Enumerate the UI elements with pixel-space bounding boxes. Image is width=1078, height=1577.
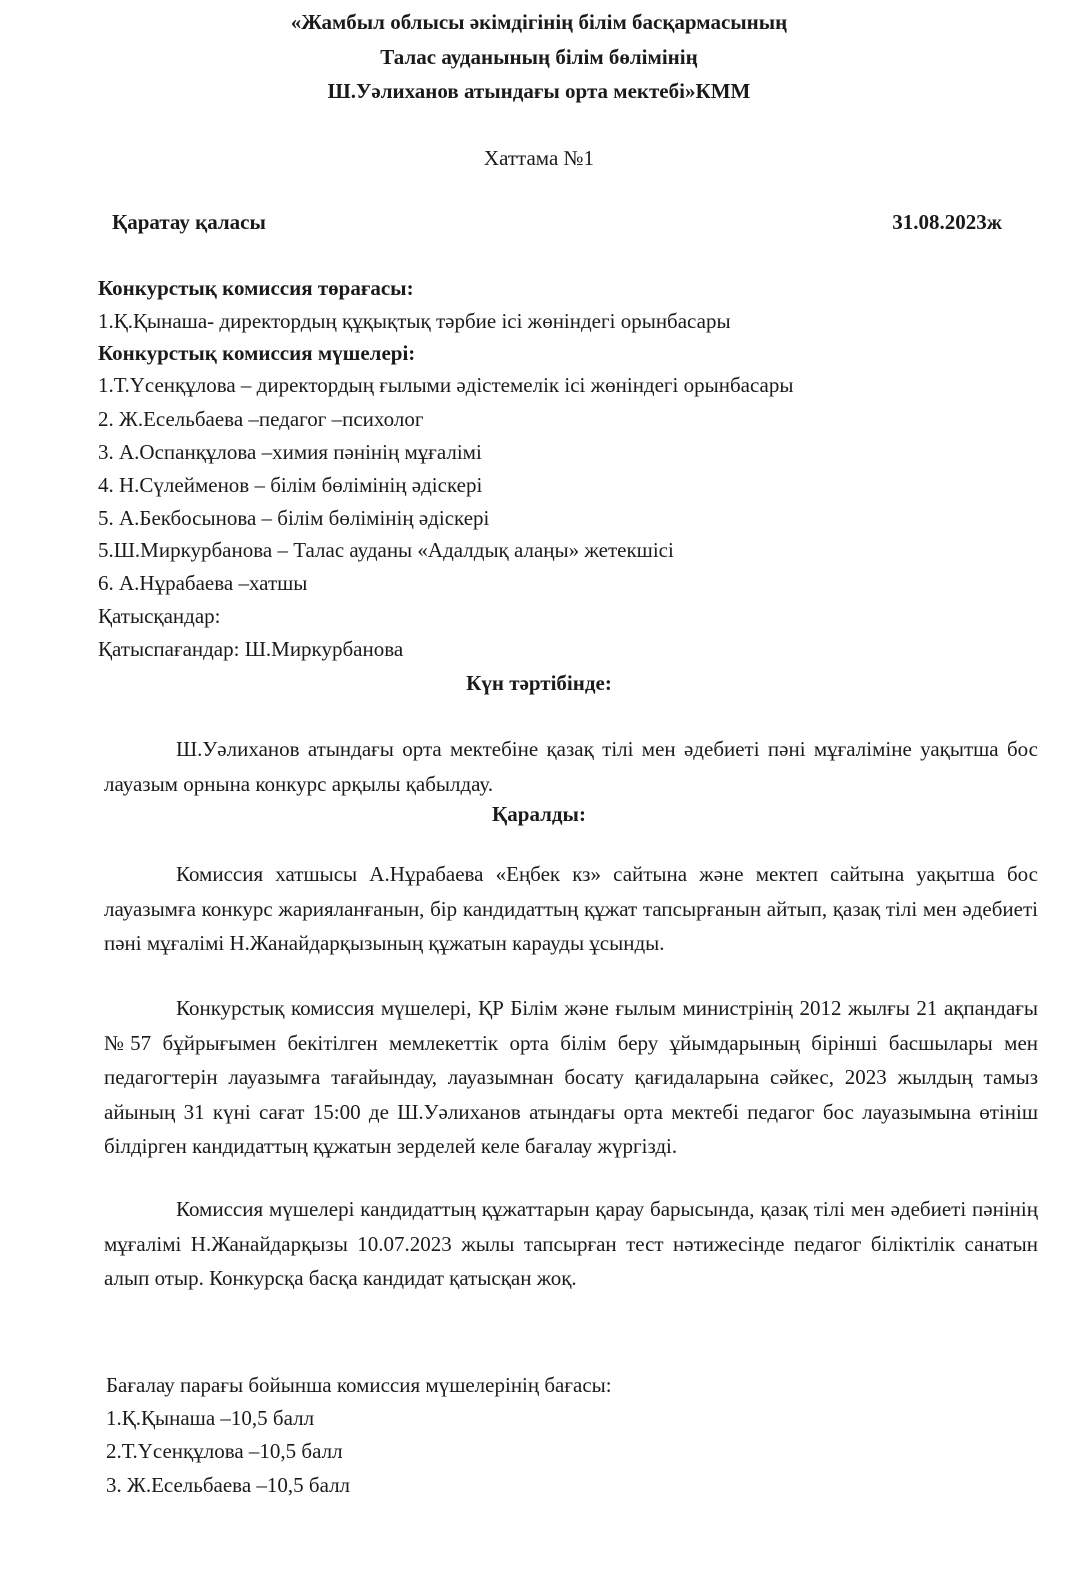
evaluation-item: 2.Т.Үсенқұлова –10,5 балл	[106, 1439, 343, 1463]
evaluation-item: 3. Ж.Есельбаева –10,5 балл	[106, 1473, 351, 1497]
chair-item: 1.Қ.Қынаша- директордың құқықтық тәрбие ісі жөніндегі орынбасары	[98, 309, 731, 333]
member-item: 4. Н.Сүлейменов – білім бөлімінің әдіскері	[98, 473, 483, 497]
attended: Қатысқандар:	[98, 604, 221, 628]
members-heading: Конкурстық комиссия мүшелері:	[98, 341, 416, 365]
considered-paragraph-1	[104, 857, 1038, 961]
member-item: 2. Ж.Есельбаева –педагог –психолог	[98, 407, 424, 431]
agenda-heading: Күн тәртібінде:	[466, 671, 612, 695]
agenda-text-content: Ш.Уәлиханов атындағы орта мектебіне қазақ тілі мен әдебиеті пәні мұғаліміне уақытша бос лауазым орнына конкурс арқылы қабылдау.	[104, 737, 1038, 796]
paragraph-text: Конкурстық комиссия мүшелері, ҚР Білім және ғылым министрінің 2012 жылғы 21 ақпандағы №57 бұйрығымен бекітілген мемлекеттік орта білім беру ұйымдарының бірінші басшылары мен педагогтерін лауазымға тағайындау, лауазымнан босату қағидаларына сәйкес, 2023 жылдың тамыз айының 31 күні сағат 15:00 де Ш.Уәлиханов атындағы орта мектебі педагог бос лауазымына өтініш білдірген кандидаттың құжатын зерделей келе бағалау жүргізді.	[104, 996, 1038, 1158]
considered-paragraph-3	[104, 1192, 1038, 1296]
paragraph-text: Комиссия хатшысы А.Нұрабаева «Еңбек кз» сайтына және мектеп сайтына уақытша бос лауазымға конкурс жарияланғанын, бір кандидаттың құжат тапсырғанын айтып, қазақ тілі мен әдебиеті пәні мұғалімі Н.Жанайдарқызының құжатын карауды ұсынды.	[104, 862, 1038, 955]
protocol-title: Хаттама №1	[483, 146, 595, 170]
evaluation-item: 1.Қ.Қынаша –10,5 балл	[106, 1406, 315, 1430]
header-line-2: Талас ауданының білім бөлімінің	[380, 45, 698, 69]
absent: Қатыспағандар: Ш.Миркурбанова	[98, 637, 404, 661]
considered-paragraph-2	[104, 991, 1038, 1164]
place: Қаратау қаласы	[112, 210, 266, 234]
agenda-text	[104, 732, 1038, 801]
member-item: 3. А.Оспанқұлова –химия пәнінің мұғалімі	[98, 440, 482, 464]
member-item: 6. А.Нұрабаева –хатшы	[98, 571, 308, 595]
header-line-3: Ш.Уәлиханов атындағы орта мектебі»КММ	[327, 79, 751, 103]
member-item: 5. А.Бекбосынова – білім бөлімінің әдіскері	[98, 506, 490, 530]
member-item: 5.Ш.Миркурбанова – Талас ауданы «Адалдық алаңы» жетекшісі	[98, 538, 674, 562]
chair-heading: Конкурстық комиссия төрағасы:	[98, 276, 414, 300]
member-item: 1.Т.Үсенқұлова – директордың ғылыми әдістемелік ісі жөніндегі орынбасары	[98, 373, 794, 397]
evaluation-heading: Бағалау парағы бойынша комиссия мүшелерінің бағасы:	[106, 1373, 612, 1397]
considered-heading: Қаралды:	[492, 802, 586, 826]
date: 31.08.2023ж	[892, 210, 1002, 234]
header-line-1: «Жамбыл облысы әкімдігінің білім басқармасының	[290, 10, 788, 34]
paragraph-text: Комиссия мүшелері кандидаттың құжаттарын қарау барысында, қазақ тілі мен әдебиеті пәнінің мұғалімі Н.Жанайдарқызы 10.07.2023 жылы тапсырған тест нәтижесінде педагог біліктілік санатын алып отыр. Конкурсқа басқа кандидат қатысқан жоқ.	[104, 1197, 1038, 1290]
